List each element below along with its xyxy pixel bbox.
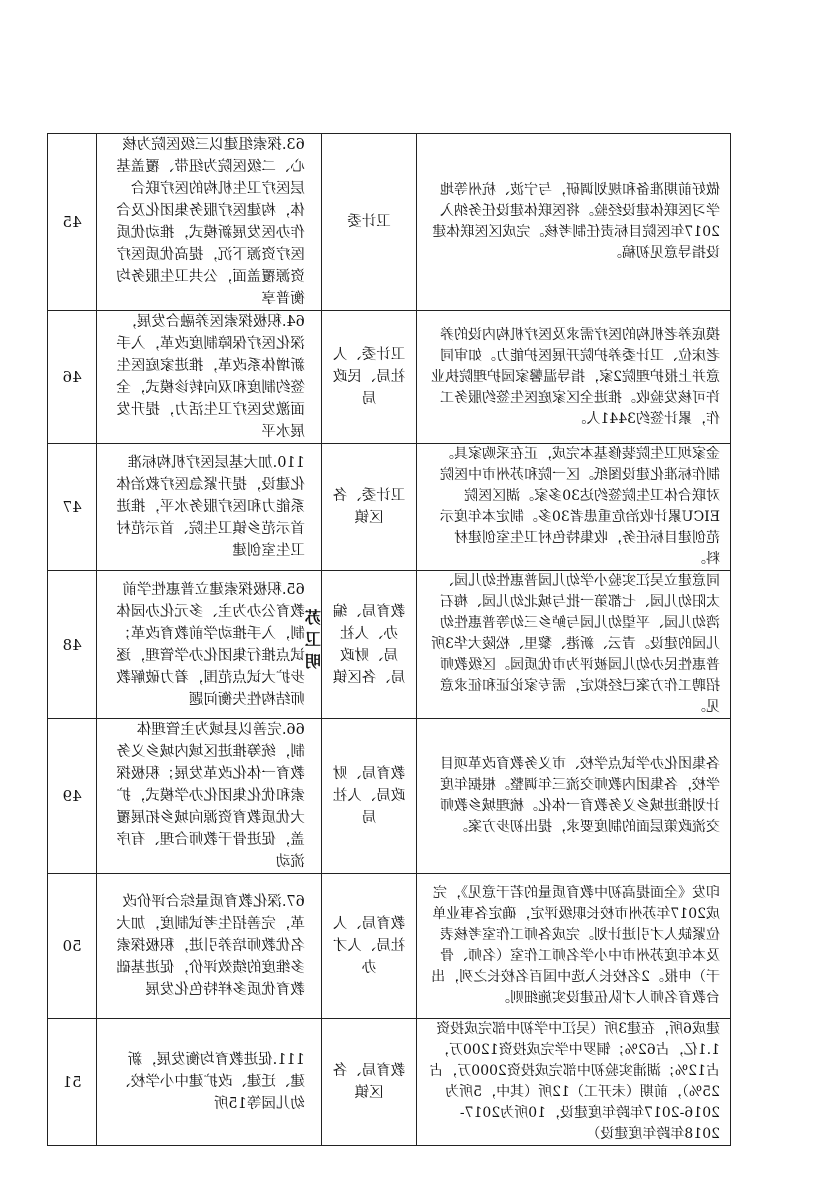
task-cell: 65.积极探索建立普惠性学前教育公办为主、多元化办园体制，入手推动学前教育改革；试点推行集团化办学管理，逐步扩大试点范围，着力破解教师结构性失衡问题	[97, 571, 322, 719]
task-cell: 67.深化教育质量综合评价改革，完善招生考试制度，加大名优教师培养引进，积极探索多维度的绩效评价，促进基础教育优质多样特色化发展	[97, 874, 322, 1019]
row-number: 51	[48, 1019, 97, 1146]
table-row	[48, 571, 731, 719]
row-number: 49	[48, 719, 97, 874]
task-cell: 111.促进教育均衡发展，新建、迁建、改扩建中小学校、幼儿园等15所	[97, 1019, 322, 1146]
row-number: 46	[48, 311, 97, 444]
task-cell: 63.探索组建以三级医院为核心、二级医院为纽带、覆盖基层医疗卫生机构的医疗联合体，构建医疗服务集团化及合作办医发展新模式，推动优质医疗资源下沉，提高优质医疗资源覆盖面，公共卫生服务均衡普享	[97, 134, 322, 311]
plan-cell: 同意建立吴江实验小学幼儿园普惠性幼儿园、太阳幼儿园、七都第一批与城北幼儿园、梅石湾幼儿园、平望幼儿园与鲈乡三幼等普惠性幼儿园的建设。青云、新港、黎里、松陵大华3所普惠性民办幼儿园被评为市优质园。区级教师招聘工作方案已经拟定，需专家论证和征求意见。	[417, 571, 731, 719]
dept-cell: 教育局、人社局、人才办	[321, 874, 416, 1019]
task-table	[47, 133, 731, 1146]
dept-cell: 教育局、编办、人社局、财政局、各区镇	[321, 571, 416, 719]
row-number: 48	[48, 571, 97, 719]
row-number: 47	[48, 444, 97, 571]
plan-cell: 摸底养老机构的医疗需求及医疗机构内设的养老床位、卫计委养护院开展医护能力。如审同意并上报护理院2家，指导温馨家园护理院执业许可核发验收。推进全区家庭医生签约服务工作，累计签约3441人。	[417, 311, 731, 444]
row-number: 50	[48, 874, 97, 1019]
plan-cell: 建成6所，在建3所（吴江中学初中部完成投资1.1亿，占62%；铜罗中学完成投资1200万，占12%；湖浦实验初中部完成投资2000万，占25%），前期（未开工）12所（其中，5所为2016-2017年跨年度建设，10所为2017-2018年跨年度建设）	[417, 1019, 731, 1146]
task-cell: 110.加大基层医疗机构标准化建设，提升紧急医疗救治体系能力和医疗服务水平，推进首示范乡镇卫生院、首示范村卫生室创建	[97, 444, 322, 571]
table-row	[48, 444, 731, 571]
plan-cell: 做好前期准备和规划调研，与宁波、杭州等地学习医联体建设经验。将医联体建设任务纳入2017年医院目标责任制考核。完成区医联体建设指导意见初稿。	[417, 134, 731, 311]
task-cell: 64.积极探索医养融合发展，深化医疗保障制度改革，入手新增体系改革，推进家庭医生签约制度和双向转诊模式，全面激发医疗卫生活力，提升发展水平	[97, 311, 322, 444]
dept-cell: 卫计委、各区镇	[321, 444, 416, 571]
dept-cell: 教育局、财政局、人社局	[321, 719, 416, 874]
dept-cell: 卫计委、人社局、民政局	[321, 311, 416, 444]
plan-cell: 印发《全面提高初中教育质量的若干意见》，完成2017年苏州市校长职级评定，确定各事业单位紧缺人才引进计划。完成各师工作室考核表及本年度苏州市中小学名师工作室（名师、骨干）申报。2名校长入选中国百名校长之列，出台教育名师人才队伍建设实施细则。	[417, 874, 731, 1019]
plan-cell: 各集团化办学试点学校、市义务教育改革项目学校，各集团内教师交流三年调整。根据年度计划推进城乡义务教育一体化。梳理城乡教师交流政策层面的制度要求，提出初步方案。	[417, 719, 731, 874]
task-cell: 66.完善以县域为主管理体制，统筹推进区域内城乡义务教育一体化改革发展；积极探索和优化集团化办学模式，扩大优质教育资源向城乡拓展覆盖，促进骨干教师合理、有序流动	[97, 719, 322, 874]
table-row	[48, 1019, 731, 1146]
table-row: 做好前期准备和规划调研，与宁波、杭州等地学习医联体建设经验。将医联体建设任务纳入2017年医院目标责任制考核。完成区医联体建设指导意见初稿。 卫计委 苏卫明 63.探索组建以三级医院为核心、二级医院为纽带、覆盖基层医疗卫生机构的医疗联合体，构建医疗服务集团化及合作办医发展新模式，推动优质医疗资源下沉，提高优质医疗资源覆盖面，公共卫生服务均衡普享 45	[48, 134, 731, 311]
plan-cell: 金家坝卫生院装修基本完成，正在采购家具。制作标准化建设图纸。区一院和苏州市中医院对联合体卫生院签约达30多家。湖区医院EICU累计收治危重患者30多。制定本年度示范创建目标任务，收集特色村卫生室创建材料。	[417, 444, 731, 571]
row-number: 45	[48, 134, 97, 311]
dept-cell: 卫计委	[321, 134, 416, 311]
table-row	[48, 311, 731, 444]
dept-cell: 教育局、各区镇	[321, 1019, 416, 1146]
table-row	[48, 719, 731, 874]
table-row	[48, 874, 731, 1019]
